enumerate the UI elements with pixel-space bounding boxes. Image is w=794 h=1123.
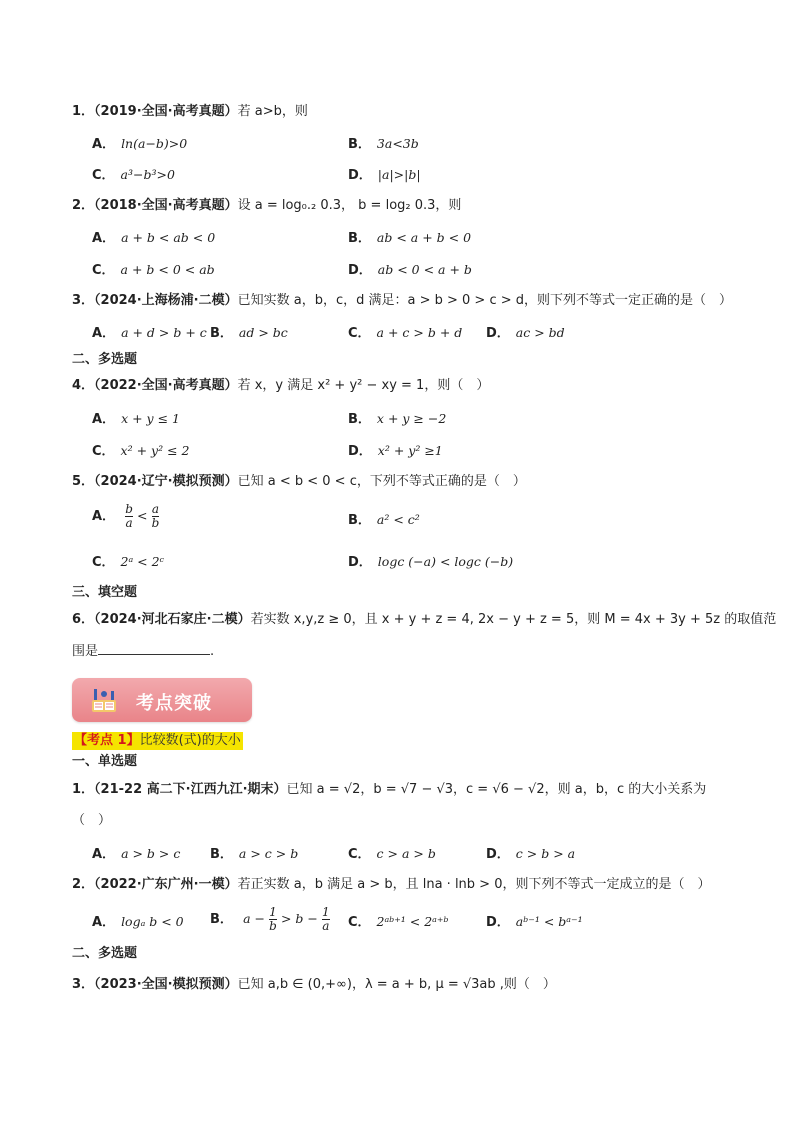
option-a: A． x + y ≤ 1 bbox=[92, 411, 180, 427]
fraction-a-over-b: $\frac{a}{b}$ bbox=[151, 502, 160, 530]
section-banner bbox=[72, 678, 252, 722]
option-d: D． ab < 0 < a + b bbox=[348, 262, 472, 278]
option-a: A． ln(a−b)>0 bbox=[92, 136, 188, 152]
option-b: B． a > c > b bbox=[210, 846, 299, 862]
option-d: D． ac > bd bbox=[486, 325, 565, 341]
fraction-1-over-a: $\frac{1}{a}$ bbox=[321, 905, 330, 933]
option-d: D． c > b > a bbox=[486, 846, 576, 862]
fraction-b-over-a: $\frac{b}{a}$ bbox=[125, 502, 133, 530]
option-a: A． a > b > c bbox=[92, 846, 181, 862]
option-b: B． ab < a + b < 0 bbox=[348, 230, 472, 246]
option-b: B． ad > bc bbox=[210, 325, 288, 341]
question-source: （2019·全国·高考真题） bbox=[94, 104, 238, 119]
option-a: A． logₐ b < 0 bbox=[92, 914, 184, 930]
question-k2: 2．（2022·广东广州·一模）若正实数 a，b 满足 a > b，且 lna · lnb > 0，则下列不等式一定成立的是（ ） bbox=[72, 877, 711, 892]
option-a: A． $\frac{b}{a}$ < $\frac{a}{b}$ bbox=[92, 502, 160, 530]
option-c: C． a³−b³>0 bbox=[92, 167, 175, 183]
option-c: C． 2ᵃᵇ⁺¹ < 2ᵃ⁺ᵇ bbox=[348, 914, 449, 930]
option-b: B． x + y ≥ −2 bbox=[348, 411, 447, 427]
fraction-1-over-b: $\frac{1}{b}$ bbox=[269, 905, 277, 933]
section-heading: 二、多选题 bbox=[72, 352, 138, 367]
section-heading: 二、多选题 bbox=[72, 946, 138, 961]
option-d: D． aᵇ⁻¹ < bᵃ⁻¹ bbox=[486, 914, 583, 930]
option-c: C． a + c > b + d bbox=[348, 325, 463, 341]
option-b: B． 3a<3b bbox=[348, 136, 419, 152]
option-d: D． logc (−a) < logc (−b) bbox=[348, 554, 514, 570]
question-1 bbox=[72, 103, 308, 121]
question-5: 5．（2024·辽宁·模拟预测）已知 a < b < 0 < c，下列不等式正确的是（ ） bbox=[72, 474, 526, 489]
banner-title: 考点突破 bbox=[136, 693, 212, 714]
section-heading: 三、填空题 bbox=[72, 585, 138, 600]
answer-blank[interactable] bbox=[98, 642, 210, 655]
question-text: 若 a>b，则 bbox=[237, 104, 308, 119]
option-c: C． c > a > b bbox=[348, 846, 436, 862]
question-k1-cont: （ ） bbox=[72, 813, 112, 828]
option-a: A． a + d > b + c bbox=[92, 325, 207, 341]
question-2: 2．（2018·全国·高考真题）设 a = log₀.₂ 0.3， b = log₂ 0.3，则 bbox=[72, 198, 462, 213]
book-icon bbox=[90, 686, 118, 714]
option-d: D． x² + y² ≥1 bbox=[348, 443, 443, 459]
knowledge-point-label: 【考点 1】比较数(式)的大小 bbox=[74, 733, 241, 748]
question-6: 6．（2024·河北石家庄·二模）若实数 x,y,z ≥ 0，且 x + y + z = 4, 2x − y + z = 5，则 M = 4x + 3y + 5z 的取值范 bbox=[72, 612, 777, 627]
question-4: 4．（2022·全国·高考真题）若 x，y 满足 x² + y² − xy = 1，则（ ） bbox=[72, 378, 490, 393]
question-k3: 3．（2023·全国·模拟预测）已知 a,b ∈ (0,+∞)，λ = a + b, μ = √3ab ,则（ ） bbox=[72, 977, 556, 992]
option-c: C． x² + y² ≤ 2 bbox=[92, 443, 190, 459]
option-d: D． |a|>|b| bbox=[348, 167, 421, 183]
option-a: A． a + b < ab < 0 bbox=[92, 230, 216, 246]
question-6-cont: 围是 . bbox=[72, 644, 215, 659]
question-k1: 1．（21-22 高二下·江西九江·期末）已知 a = √2，b = √7 − √3，c = √6 − √2，则 a，b，c 的大小关系为 bbox=[72, 782, 707, 797]
option-c: C． 2ᵃ < 2ᶜ bbox=[92, 554, 164, 570]
option-c: C． a + b < 0 < ab bbox=[92, 262, 215, 278]
option-b: B． a − $\frac{1}{b}$ > b − $\frac{1}{a}$ bbox=[210, 905, 330, 933]
question-number: 1． bbox=[72, 104, 95, 119]
option-b: B． a² < c² bbox=[348, 512, 420, 528]
section-heading: 一、单选题 bbox=[72, 754, 138, 769]
question-3: 3．（2024·上海杨浦·二模）已知实数 a，b，c，d 满足：a > b > 0 > c > d，则下列不等式一定正确的是（ ） bbox=[72, 293, 733, 308]
